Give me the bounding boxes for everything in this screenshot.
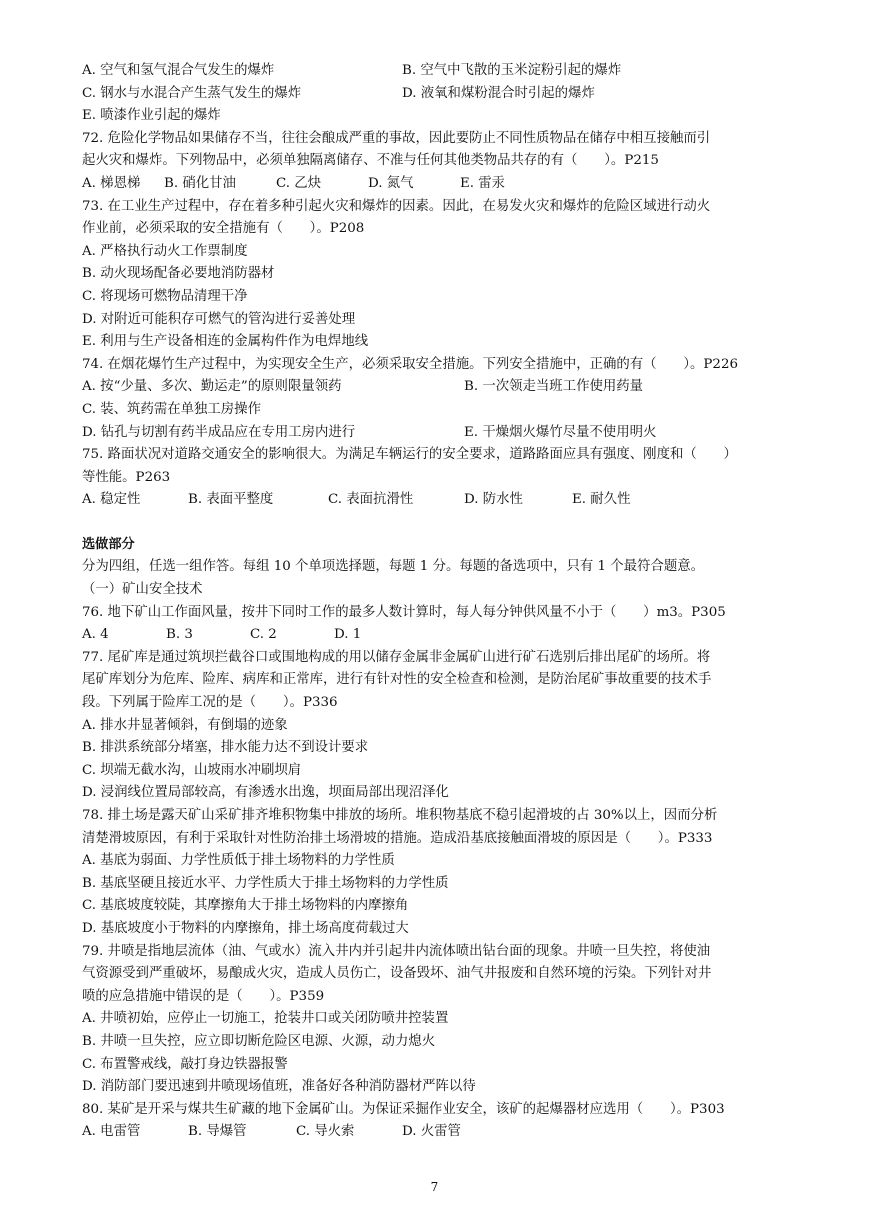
q79-option-b: B. 井喷一旦失控，应立即切断危险区电源、火源，动力熄火 (82, 1033, 436, 1049)
q77-stem-line-2: 尾矿库划分为危库、险库、病库和正常库，进行有针对性的安全检查和检测，是防治尾矿事故重要的技术手 (82, 672, 712, 688)
q75-option-b: B. 表面平整度 (188, 492, 274, 508)
q72-option-a: A. 梯恩梯 (82, 175, 141, 191)
q73-option-a: A. 严格执行动火工作票制度 (82, 243, 248, 259)
q74-option-c: C. 装、筑药需在单独工房操作 (82, 401, 261, 417)
q76-option-d: D. 1 (334, 627, 362, 643)
q79-option-a: A. 井喷初始，应停止一切施工，抢装井口或关闭防喷井控装置 (82, 1011, 449, 1027)
q80-option-a: A. 电雷管 (82, 1124, 141, 1140)
section-title: 选做部分 (82, 536, 135, 552)
q71-option-c: C. 钢水与水混合产生蒸气发生的爆炸 (82, 85, 302, 101)
q79-option-c: C. 布置警戒线，敲打身边铁器报警 (82, 1056, 288, 1072)
q74-option-e: E. 干燥烟火爆竹尽量不使用明火 (464, 424, 657, 440)
q75-options (82, 489, 810, 512)
q76-option-c: C. 2 (250, 627, 277, 643)
q72-stem-line-1: 72. 危险化学物品如果储存不当，往往会酿成严重的事故，因此要防止不同性质物品在储存中相互接触而引 (82, 130, 711, 146)
q74-option-d: D. 钻孔与切割有药半成品应在专用工房内进行 (82, 424, 356, 440)
q79-stem-line-2: 气资源受到严重破坏，易酿成火灾，造成人员伤亡，设备毁坏、油气井报废和自然环境的污染。下列针对井 (82, 966, 712, 982)
q73-stem-line-2: 作业前，必须采取的安全措施有（ ）。P208 (82, 221, 365, 237)
q79-option-d: D. 消防部门要迅速到井喷现场值班，准备好各种消防器材严阵以待 (82, 1079, 476, 1095)
page-number: 7 (430, 1180, 439, 1194)
q71-option-e: E. 喷漆作业引起的爆炸 (82, 108, 221, 124)
q77-option-c: C. 坝端无截水沟，山坡雨水冲刷坝肩 (82, 762, 302, 778)
q72-options (82, 173, 810, 196)
q72-stem-line-2: 起火灾和爆炸。下列物品中，必须单独隔离储存、不准与任何其他类物品共存的有（ ）。P215 (82, 153, 659, 169)
q77-stem-line-1: 77. 尾矿库是通过筑坝拦截谷口或围地构成的用以储存金属非金属矿山进行矿石选别后排出尾矿的场所。将 (82, 649, 711, 665)
section-group-heading: （一）矿山安全技术 (82, 582, 203, 598)
q78-option-d: D. 基底坡度小于物料的内摩擦角，排土场高度荷载过大 (82, 920, 409, 936)
q73-option-d: D. 对附近可能积存可燃气的管沟进行妥善处理 (82, 311, 356, 327)
q76-stem-line-1: 76. 地下矿山工作面风量，按井下同时工作的最多人数计算时，每人每分钟供风量不小于（ ）m3。P305 (82, 604, 726, 620)
q75-stem-line-1: 75. 路面状况对道路交通安全的影响很大。为满足车辆运行的安全要求，道路路面应具有强度、刚度和（ ） (82, 447, 737, 463)
section-intro: 分为四组，任选一组作答。每组 10 个单项选择题，每题 1 分。每题的备选项中，只有 1 个最符合题意。 (82, 559, 705, 575)
q71-option-a: A. 空气和氢气混合气发生的爆炸 (82, 63, 275, 78)
q74-stem-line-1: 74. 在烟花爆竹生产过程中，为实现安全生产，必须采取安全措施。下列安全措施中，正确的有（ ）。P226 (82, 356, 738, 372)
q76-options (82, 624, 810, 647)
q71-option-b: B. 空气中飞散的玉米淀粉引起的爆炸 (402, 63, 622, 78)
q78-option-b: B. 基底坚硬且接近水平、力学性质大于排土场物料的力学性质 (82, 875, 449, 891)
question-list (82, 60, 810, 1144)
section-spacer (82, 512, 810, 534)
q75-option-e: E. 耐久性 (572, 492, 631, 508)
q72-option-e: E. 雷汞 (460, 175, 506, 191)
q77-stem-line-3: 段。下列属于险库工况的是（ ）。P336 (82, 695, 338, 711)
q73-stem-line-1: 73. 在工业生产过程中，存在着多种引起火灾和爆炸的因素。因此，在易发火灾和爆炸的危险区域进行动火 (82, 198, 711, 214)
q72-option-d: D. 氮气 (368, 175, 414, 191)
q72-option-b: B. 硝化甘油 (164, 175, 236, 191)
q77-option-b: B. 排洪系统部分堵塞，排水能力达不到设计要求 (82, 740, 369, 756)
q79-stem-line-1: 79. 井喷是指地层流体（油、气或水）流入井内并引起井内流体喷出钻台面的现象。井喷一旦失控，将使油 (82, 943, 711, 959)
q80-stem-line-1: 80. 某矿是开采与煤共生矿藏的地下金属矿山。为保证采掘作业安全，该矿的起爆器材应选用（ ）。P303 (82, 1101, 725, 1117)
q73-option-e: E. 利用与生产设备相连的金属构件作为电焊地线 (82, 334, 369, 350)
q71-options-row-1 (82, 60, 810, 83)
q80-options (82, 1121, 810, 1144)
q73-option-c: C. 将现场可燃物品清理干净 (82, 288, 248, 304)
q71-option-d: D. 液氧和煤粉混合时引起的爆炸 (402, 85, 595, 101)
q75-stem-line-2: 等性能。P263 (82, 469, 171, 485)
q78-option-c: C. 基底坡度较陡，其摩擦角大于排土场物料的内摩擦角 (82, 898, 409, 914)
q79-stem-line-3: 喷的应急措施中错误的是（ ）。P359 (82, 988, 325, 1004)
q76-option-a: A. 4 (82, 627, 109, 643)
q77-option-a: A. 排水井显著倾斜，有倒塌的迹象 (82, 717, 288, 733)
q74-options-row-1 (82, 376, 810, 399)
q72-option-c: C. 乙炔 (276, 175, 322, 191)
q80-option-c: C. 导火索 (296, 1124, 355, 1140)
q78-option-a: A. 基底为弱面、力学性质低于排土场物料的力学性质 (82, 853, 395, 869)
q80-option-d: D. 火雷管 (402, 1124, 461, 1140)
q74-option-b: B. 一次领走当班工作使用药量 (464, 379, 644, 395)
q75-option-c: C. 表面抗滑性 (328, 492, 414, 508)
q73-option-b: B. 动火现场配备必要地消防器材 (82, 266, 275, 282)
q76-option-b: B. 3 (166, 627, 193, 643)
q78-stem-line-2: 清楚滑坡原因，有利于采取针对性防治排土场滑坡的措施。造成沿基底接触面滑坡的原因是（ ）。P333 (82, 830, 713, 846)
q74-options-row-2 (82, 422, 810, 445)
q71-options-row-2 (82, 83, 810, 106)
q75-option-a: A. 稳定性 (82, 492, 141, 508)
q80-option-b: B. 导爆管 (188, 1124, 247, 1140)
q77-option-d: D. 浸润线位置局部较高，有渗透水出逸，坝面局部出现沼泽化 (82, 785, 449, 801)
q74-option-a: A. 按“少量、多次、勤运走”的原则限量领药 (82, 379, 342, 395)
q75-option-d: D. 防水性 (464, 492, 523, 508)
q78-stem-line-1: 78. 排土场是露天矿山采矿排齐堆积物集中排放的场所。堆积物基底不稳引起滑坡的占 30%以上，因而分析 (82, 808, 718, 823)
